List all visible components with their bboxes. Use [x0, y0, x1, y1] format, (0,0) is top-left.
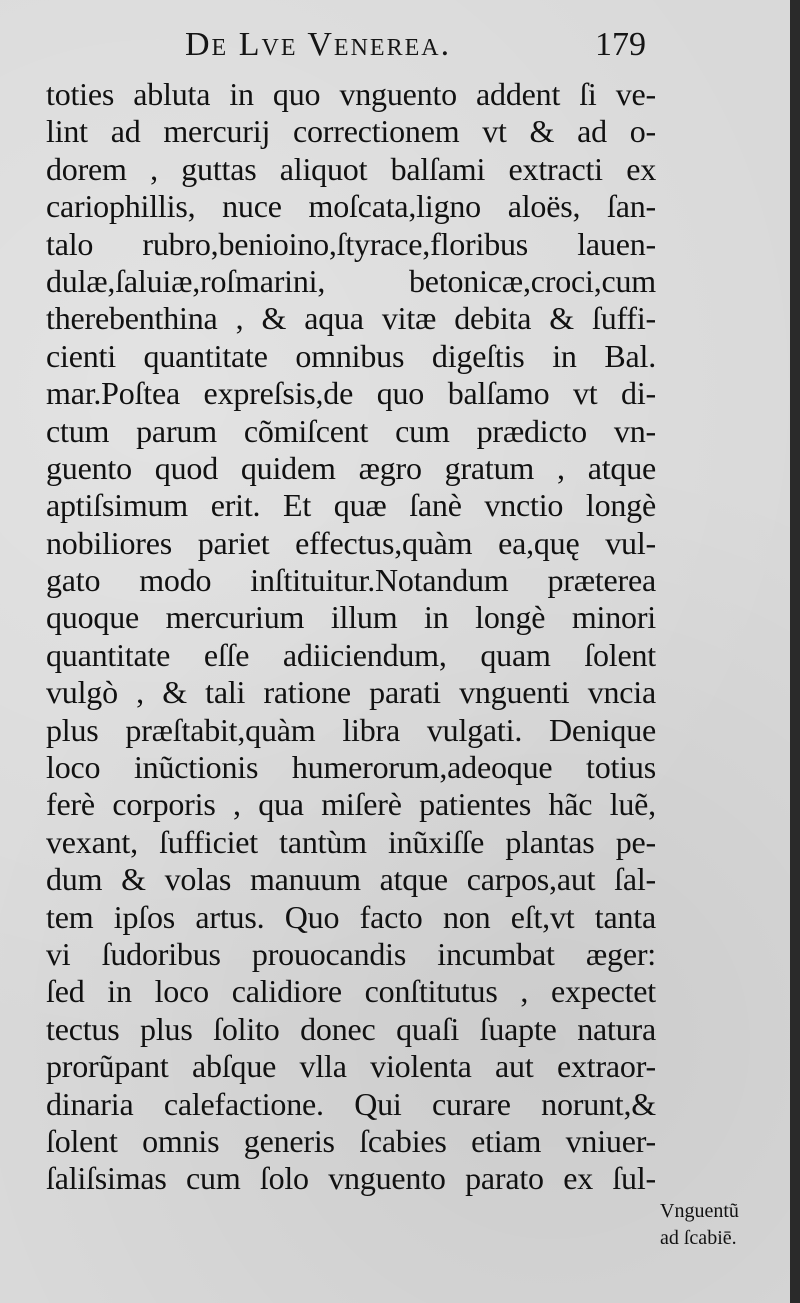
- margin-note-line: Vnguentũ: [660, 1200, 739, 1222]
- body-text: [46, 76, 656, 1198]
- text-line: tem ipſos artus. Quo facto non eſt,vt tanta: [46, 898, 656, 935]
- text-line: aptiſsimum erit. Et quæ ſanè vnctio longè: [46, 487, 656, 524]
- text-line: quantitate eſſe adiiciendum, quam ſolent: [46, 636, 656, 673]
- text-line: ſaliſsimas cum ſolo vnguento parato ex ſul-: [46, 1160, 656, 1197]
- text-line: dulæ,ſaluiæ,roſmarini, betonicæ,croci,cum: [46, 262, 656, 299]
- text-line: vi ſudoribus prouocandis incumbat æger:: [46, 935, 656, 972]
- running-title: De Lve Venerea.: [185, 26, 452, 63]
- text-line: mar.Poſtea expreſsis,de quo balſamo vt di-: [46, 375, 656, 412]
- text-line: lint ad mercurij correctionem vt & ad o-: [46, 113, 656, 150]
- text-line: quoque mercurium illum in longè minori: [46, 599, 656, 636]
- text-line: plus præſtabit,quàm libra vulgati. Denique: [46, 711, 656, 748]
- text-line: cienti quantitate omnibus digeſtis in Bal.: [46, 337, 656, 374]
- text-line: prorũpant abſque vlla violenta aut extraor-: [46, 1048, 656, 1085]
- text-line: nobiliores pariet effectus,quàm ea,quę vul-: [46, 524, 656, 561]
- text-line: gato modo inſtituitur.Notandum præterea: [46, 562, 656, 599]
- text-line: dinaria calefactione. Qui curare norunt,&: [46, 1085, 656, 1122]
- text-line: cariophillis, nuce moſcata,ligno aloës, ſan-: [46, 188, 656, 225]
- text-line: loco inũctionis humerorum,adeoque totius: [46, 749, 656, 786]
- margin-note-line: ad ſcabiē.: [660, 1227, 737, 1249]
- text-line: ctum parum cõmiſcent cum prædicto vn-: [46, 412, 656, 449]
- text-line: dum & volas manuum atque carpos,aut ſal-: [46, 861, 656, 898]
- text-line: vexant, ſufficiet tantùm inũxiſſe plantas pe-: [46, 823, 656, 860]
- text-line: dorem , guttas aliquot balſami extracti ex: [46, 150, 656, 187]
- text-line: guento quod quidem ægro gratum , atque: [46, 449, 656, 486]
- text-line: talo rubro,benioino,ſtyrace,floribus lauen-: [46, 225, 656, 262]
- text-line: ferè corporis , qua miſerè patientes hãc luẽ,: [46, 786, 656, 823]
- page-header: [185, 22, 785, 70]
- margin-note: [660, 1198, 780, 1252]
- text-line: tectus plus ſolito donec quaſi ſuapte natura: [46, 1010, 656, 1047]
- text-line: vulgò , & tali ratione parati vnguenti vncia: [46, 674, 656, 711]
- page-edge-shadow: [790, 0, 800, 1303]
- text-line: ſed in loco calidiore conſtitutus , expectet: [46, 973, 656, 1010]
- text-line: toties abluta in quo vnguento addent ſi ve-: [46, 76, 656, 112]
- text-line: ſolent omnis generis ſcabies etiam vniuer-: [46, 1122, 656, 1159]
- page-number: 179: [595, 26, 646, 63]
- text-line: therebenthina , & aqua vitæ debita & ſuffi-: [46, 300, 656, 337]
